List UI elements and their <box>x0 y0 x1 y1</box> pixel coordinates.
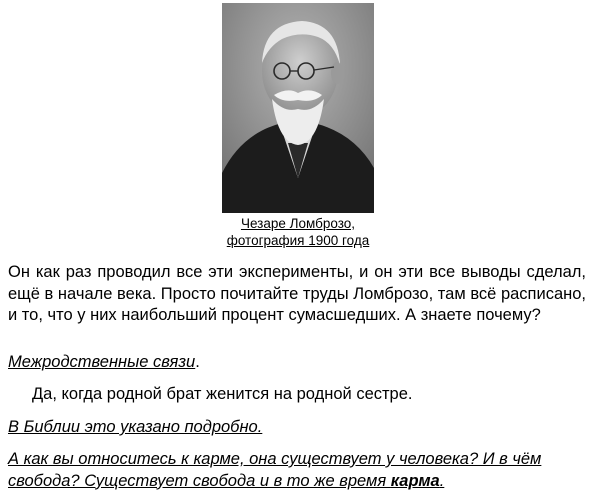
photo-caption <box>150 215 446 249</box>
paragraph-3: Да, когда родной брат женится на родной сестре. <box>32 385 413 403</box>
portrait-illustration <box>222 3 374 213</box>
paragraph-2 <box>8 352 586 374</box>
karma-word: карма <box>390 471 440 490</box>
paragraph-1: Он как раз проводил все эти эксперименты, и он эти все выводы сделал, ещё в начале века. Просто почитайте труды Ломброзо, там всё расписано, и то, что у них наибольший процент сумасшедших. А знаете почему? <box>8 263 586 324</box>
paragraph-5-tail: . <box>439 471 445 490</box>
paragraph-2-tail: . <box>195 353 200 371</box>
question-kinship: Межродственные связи <box>8 353 196 371</box>
paragraph-5 <box>8 449 586 492</box>
caption-line-2: фотография 1900 года <box>226 233 370 248</box>
caption-line-1: Чезаре Ломброзо, <box>240 216 356 231</box>
question-karma: А как вы относитесь к карме, она существует у человека? И в чём свобода? Существует свобода и в то же время <box>8 450 542 490</box>
paragraph-4: В Библии это указано подробно. <box>8 418 263 436</box>
portrait-photo <box>222 3 374 213</box>
